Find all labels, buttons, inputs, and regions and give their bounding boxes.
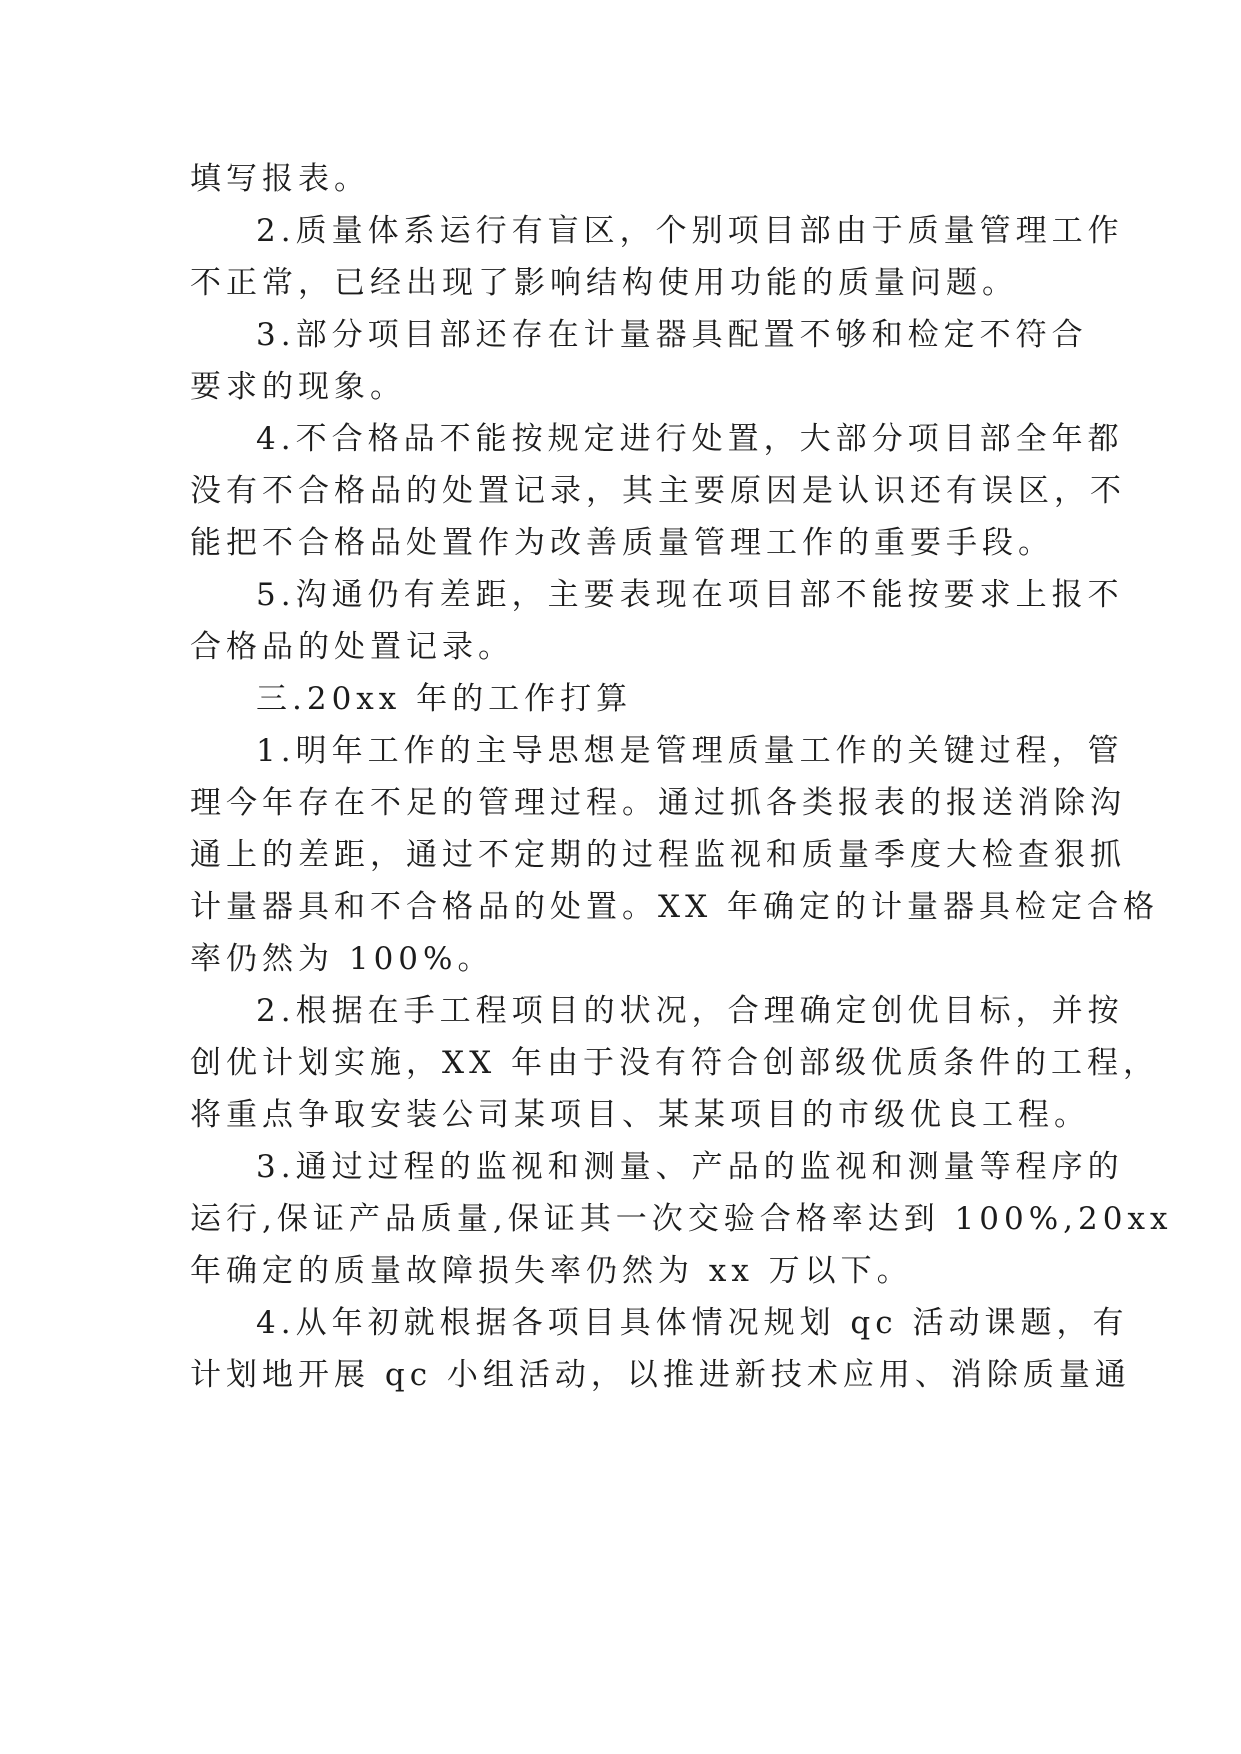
text-line: 4.从年初就根据各项目具体情况规划 qc 活动课题，有 [256, 1305, 1129, 1341]
text-line: 通上的差距，通过不定期的过程监视和质量季度大检查狠抓 [190, 837, 1126, 873]
text-line: 能把不合格品处置作为改善质量管理工作的重要手段。 [190, 525, 1054, 561]
text-line: 5.沟通仍有差距，主要表现在项目部不能按要求上报不 [256, 577, 1124, 613]
text-line: 将重点争取安装公司某项目、某某项目的市级优良工程。 [190, 1097, 1090, 1133]
text-line: 3.通过过程的监视和测量、产品的监视和测量等程序的 [256, 1149, 1124, 1185]
section-heading: 三.20xx 年的工作打算 [256, 681, 633, 717]
text-line: 1.明年工作的主导思想是管理质量工作的关键过程，管 [256, 733, 1124, 769]
text-line: 2.根据在手工程项目的状况，合理确定创优目标，并按 [256, 993, 1124, 1029]
text-line: 创优计划实施，XX 年由于没有符合创部级优质条件的工程， [190, 1045, 1159, 1081]
text-line: 没有不合格品的处置记录，其主要原因是认识还有误区，不 [190, 473, 1126, 509]
text-line: 运行,保证产品质量,保证其一次交验合格率达到 100%,20xx [190, 1201, 1173, 1237]
text-line: 4.不合格品不能按规定进行处置，大部分项目部全年都 [256, 421, 1124, 457]
text-line: 计量器具和不合格品的处置。XX 年确定的计量器具检定合格 [190, 889, 1159, 925]
text-line: 2.质量体系运行有盲区，个别项目部由于质量管理工作 [256, 213, 1124, 249]
text-line: 率仍然为 100%。 [190, 941, 494, 977]
text-line: 合格品的处置记录。 [190, 629, 514, 665]
text-line: 年确定的质量故障损失率仍然为 xx 万以下。 [190, 1253, 913, 1289]
text-line: 3.部分项目部还存在计量器具配置不够和检定不符合 [256, 317, 1088, 353]
text-line: 不正常，已经出现了影响结构使用功能的质量问题。 [190, 265, 1018, 301]
text-line: 要求的现象。 [190, 369, 406, 405]
text-line: 理今年存在不足的管理过程。通过抓各类报表的报送消除沟 [190, 785, 1126, 821]
text-line: 计划地开展 qc 小组活动，以推进新技术应用、消除质量通 [190, 1357, 1131, 1393]
text-line: 填写报表。 [190, 161, 370, 197]
